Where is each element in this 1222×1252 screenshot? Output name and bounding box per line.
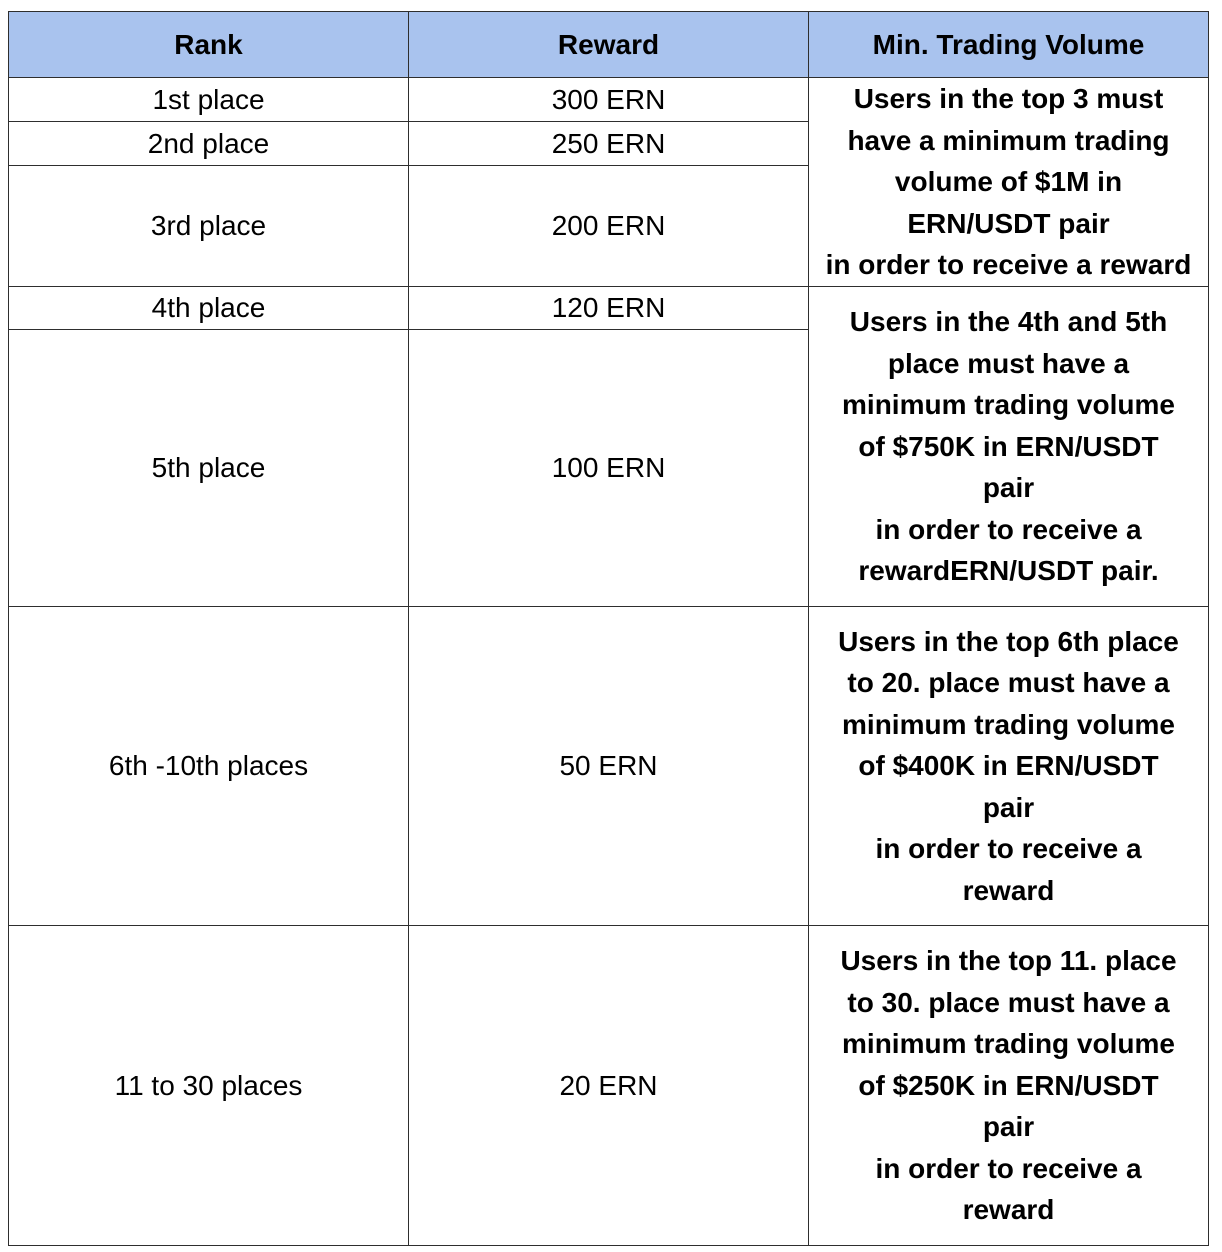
reward-table <box>8 11 1209 1246</box>
requirement-cell: Users in the 4th and 5th place must have a minimum trading volume of $750K in ERN/USDT pair in order to receive a rewardERN/USDT pair. <box>809 287 1209 607</box>
table-row <box>9 78 1209 122</box>
reward-cell: 100 ERN <box>409 330 809 607</box>
rank-cell: 11 to 30 places <box>9 926 409 1246</box>
rank-cell: 6th -10th places <box>9 607 409 926</box>
reward-header: Reward <box>409 12 809 78</box>
reward-cell: 20 ERN <box>409 926 809 1246</box>
min-trading-volume-header: Min. Trading Volume <box>809 12 1209 78</box>
reward-cell: 50 ERN <box>409 607 809 926</box>
rank-cell: 2nd place <box>9 122 409 166</box>
requirement-cell: Users in the top 3 must have a minimum trading volume of $1M in ERN/USDT pair in order to receive a reward <box>809 78 1209 287</box>
table-row <box>9 926 1209 1246</box>
requirement-cell: Users in the top 11. place to 30. place must have a minimum trading volume of $250K in ERN/USDT pair in order to receive a reward <box>809 926 1209 1246</box>
reward-cell: 200 ERN <box>409 166 809 287</box>
table-row <box>9 287 1209 330</box>
rank-header: Rank <box>9 12 409 78</box>
rank-cell: 1st place <box>9 78 409 122</box>
reward-cell: 250 ERN <box>409 122 809 166</box>
rank-cell: 3rd place <box>9 166 409 287</box>
reward-cell: 300 ERN <box>409 78 809 122</box>
reward-cell: 120 ERN <box>409 287 809 330</box>
rank-cell: 5th place <box>9 330 409 607</box>
requirement-cell: Users in the top 6th place to 20. place must have a minimum trading volume of $400K in ERN/USDT pair in order to receive a reward <box>809 607 1209 926</box>
table-row <box>9 607 1209 926</box>
header-row <box>9 12 1209 78</box>
rank-cell: 4th place <box>9 287 409 330</box>
